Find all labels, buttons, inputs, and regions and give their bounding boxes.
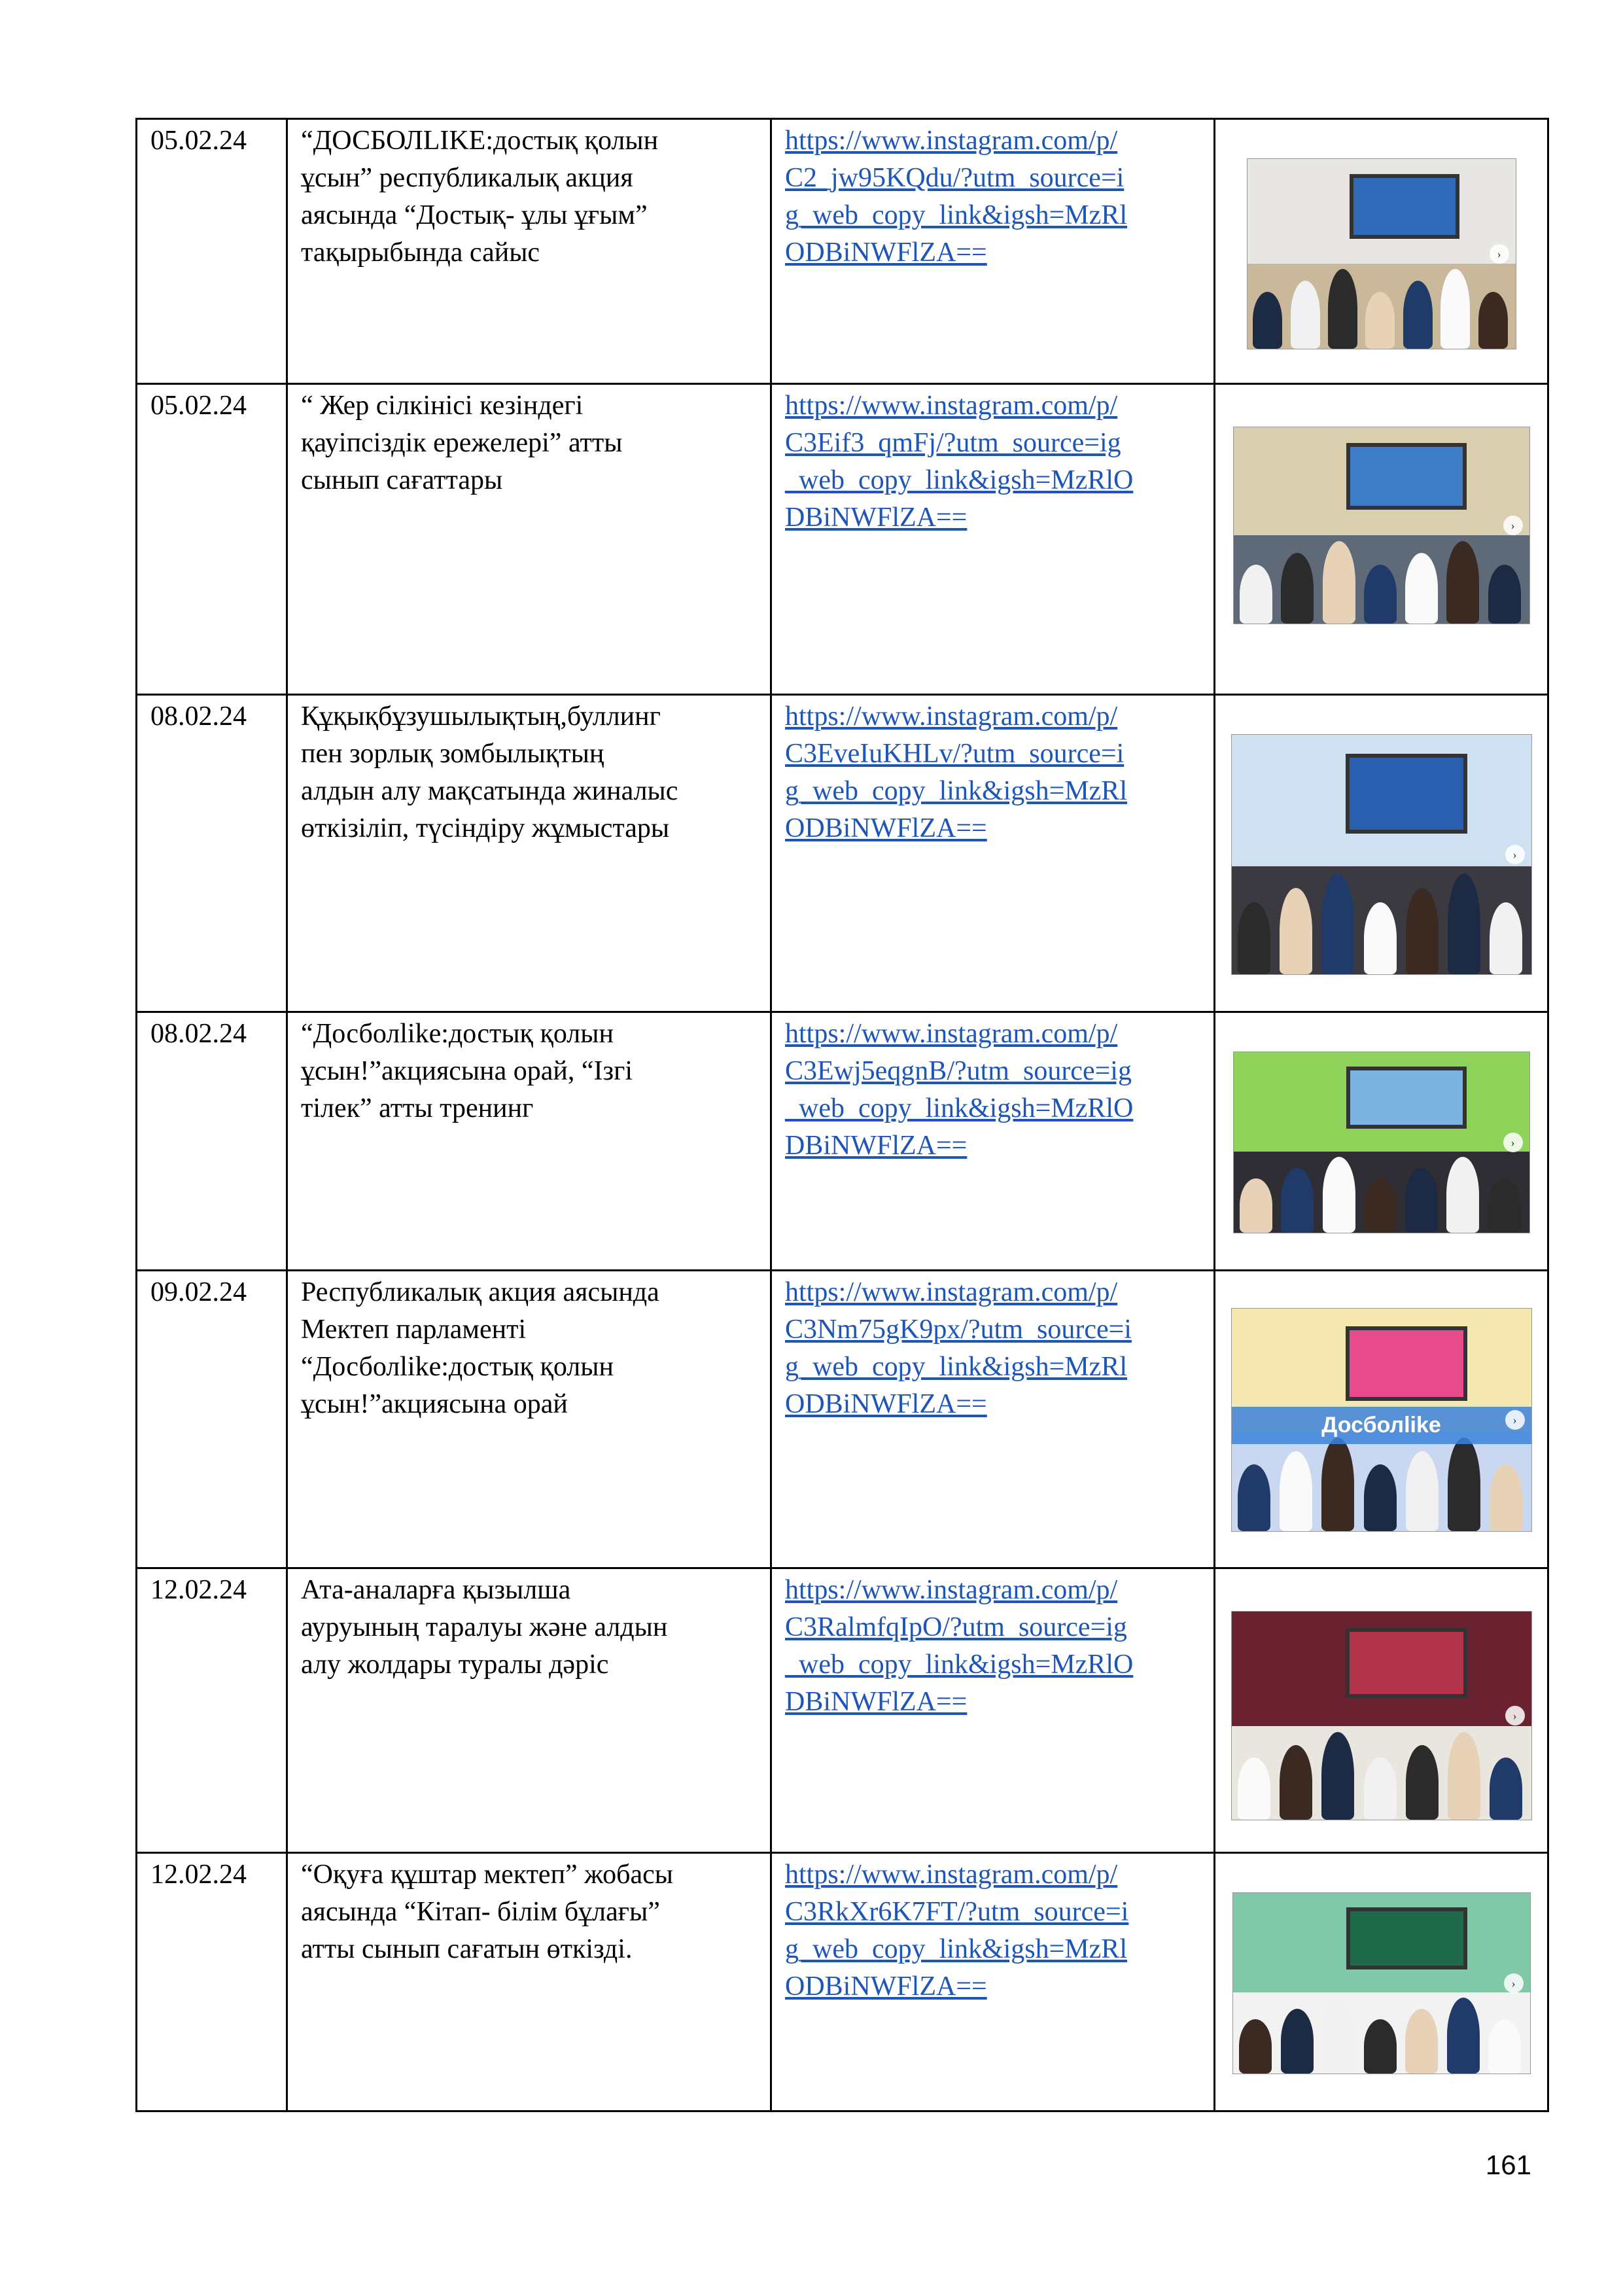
instagram-link-line: https://www.instagram.com/p/ [785,701,1118,732]
instagram-link-line: C3Nm75gK9px/?utm_source=i [785,1315,1132,1345]
event-description-line: ұсын!”акциясына орай, “Ізгі [301,1056,633,1086]
event-description [287,119,771,384]
event-description-line: “Оқуға құштар мектеп” жобасы [301,1860,674,1890]
event-description-line: сынып сағаттары [301,465,503,495]
training-session-photo[interactable] [1233,1051,1530,1233]
photo-person [1488,2019,1521,2074]
instagram-link-line: C2_jw95KQdu/?utm_source=i [785,163,1125,193]
event-description-line: аясында “Кітап- білім бұлағы” [301,1897,660,1927]
instagram-link-line: g_web_copy_link&igsh=MzRl [785,1352,1127,1382]
instagram-link-line: DBiNWFlZA== [785,1687,968,1717]
carousel-next-icon[interactable]: › [1503,1133,1523,1152]
event-photo-cell [1215,1271,1548,1568]
event-date: 08.02.24 [137,1012,287,1271]
instagram-link-line: _web_copy_link&igsh=MzRlO [785,465,1134,495]
photo-person [1322,1998,1355,2074]
photo-person [1364,565,1397,624]
event-description [287,1568,771,1853]
photo-person [1321,1438,1354,1531]
instagram-link-line: https://www.instagram.com/p/ [785,1860,1118,1890]
instagram-link-line: https://www.instagram.com/p/ [785,126,1118,156]
photo-person [1240,1178,1272,1233]
events-table [135,118,1549,2112]
table-row [137,119,1548,384]
instagram-link[interactable] [785,1856,1200,2005]
photo-person [1447,1998,1480,2074]
event-photo-cell [1215,1012,1548,1271]
photo-board [1346,1628,1467,1698]
instagram-link-line: C3EveIuKHLv/?utm_source=i [785,739,1125,769]
photo-person [1280,1745,1312,1820]
photo-person [1490,1757,1522,1820]
photo-board [1346,1326,1467,1401]
event-photo-cell [1215,384,1548,695]
photo-person [1323,541,1355,624]
event-description-line: Республикалық акция аясында [301,1277,659,1307]
classroom-lesson-photo[interactable] [1233,427,1530,624]
photo-person [1364,1757,1397,1820]
photo-person [1406,1745,1439,1820]
event-description [287,1853,771,2111]
parents-lecture-photo[interactable] [1231,1611,1532,1820]
event-description-line: ауруының таралуы және алдын [301,1612,668,1642]
event-description [287,1271,771,1568]
photo-person [1291,281,1320,349]
photo-person [1478,292,1508,349]
photo-person [1405,2009,1438,2074]
event-date: 12.02.24 [137,1568,287,1853]
photo-person [1403,281,1433,349]
photo-board [1346,1067,1467,1129]
carousel-next-icon[interactable]: › [1505,845,1525,864]
instagram-link[interactable] [785,122,1200,272]
event-description-line: қауіпсіздік ережелері” атты [301,428,623,458]
photo-person [1446,541,1479,624]
photo-person [1321,874,1354,974]
event-date: 09.02.24 [137,1271,287,1568]
photo-person [1405,1168,1438,1233]
photo-person [1406,888,1439,974]
event-description-line: алдын алу мақсатында жиналыс [301,776,678,806]
event-description [287,384,771,695]
photo-person [1440,269,1470,349]
event-photo-cell [1215,119,1548,384]
book-class-hour-photo[interactable] [1232,1892,1531,2074]
photo-board [1346,443,1467,510]
event-date: 08.02.24 [137,695,287,1012]
photo-person [1240,565,1272,624]
event-link-cell [771,1568,1215,1853]
table-row [137,1853,1548,2111]
photo-person [1321,1732,1354,1820]
carousel-next-icon[interactable]: › [1504,1973,1524,1993]
photo-person [1281,1168,1314,1233]
instagram-link-line: DBiNWFlZA== [785,503,968,533]
event-description-line: пен зорлық зомбылықтың [301,739,604,769]
events-table-body [137,119,1548,2111]
photo-person [1406,1451,1439,1531]
instagram-link-line: https://www.instagram.com/p/ [785,1019,1118,1049]
photo-board [1350,174,1459,239]
photo-person [1239,2019,1272,2074]
event-photo-cell [1215,1853,1548,2111]
instagram-link[interactable] [785,387,1200,537]
event-photo-cell [1215,695,1548,1012]
event-description-line: тілек” атты тренинг [301,1093,534,1123]
table-row [137,1271,1548,1568]
instagram-link-line: https://www.instagram.com/p/ [785,1277,1118,1307]
instagram-link-line: ODBiNWFlZA== [785,813,987,843]
photo-person [1328,269,1357,349]
carousel-next-icon[interactable]: › [1505,1706,1525,1725]
event-description-line: Мектеп парламенті [301,1315,527,1345]
event-date: 12.02.24 [137,1853,287,2111]
instagram-link-line: ODBiNWFlZA== [785,1971,987,2002]
event-description-line: өткізіліп, түсіндіру жұмыстары [301,813,670,843]
instagram-link-line: _web_copy_link&igsh=MzRlO [785,1650,1134,1680]
photo-person [1448,1732,1480,1820]
event-description-line: “ Жер сілкінісі кезіндегі [301,391,584,421]
table-row [137,384,1548,695]
carousel-next-icon[interactable]: › [1503,516,1523,535]
photo-person [1238,1757,1270,1820]
event-description-line: атты сынып сағатын өткізді. [301,1934,633,1964]
photo-person [1238,902,1270,974]
classroom-quiz-photo[interactable] [1247,158,1516,349]
photo-board [1346,754,1467,834]
photo-person [1446,1157,1479,1233]
photo-person [1238,1464,1270,1531]
event-description-line: алу жолдары туралы дәріс [301,1650,609,1680]
photo-person [1253,292,1282,349]
photo-person [1488,565,1521,624]
event-description-line: Ата-аналарға қызылша [301,1575,571,1605]
event-description-line: “Досболlike:достық қолын [301,1019,614,1049]
photo-person [1364,1178,1397,1233]
photo-person [1280,888,1312,974]
instagram-link[interactable] [785,1274,1200,1423]
event-description-line: Құқықбұзушылықтың,буллинг [301,701,661,732]
instagram-link-line: g_web_copy_link&igsh=MzRl [785,776,1127,806]
photo-caption: Досболlike [1232,1407,1531,1444]
photo-board [1346,1907,1467,1969]
event-link-cell [771,695,1215,1012]
dosbollike-collage-photo[interactable] [1231,1308,1532,1532]
photo-person [1365,292,1395,349]
photo-person [1490,1464,1522,1531]
event-date: 05.02.24 [137,384,287,695]
event-description-line: тақырыбында сайыс [301,238,540,268]
photo-person [1490,902,1522,974]
event-description [287,1012,771,1271]
photo-person [1281,2009,1314,2074]
carousel-next-icon[interactable]: › [1505,1410,1525,1430]
event-link-cell [771,384,1215,695]
photo-person [1364,1464,1397,1531]
photo-person [1281,553,1314,624]
photo-person [1448,1438,1480,1531]
photo-person [1323,1157,1355,1233]
school-meeting-photo[interactable] [1231,734,1532,975]
event-description-line: ұсын!”акциясына орай [301,1389,568,1419]
instagram-link-line: C3RkXr6K7FT/?utm_source=i [785,1897,1129,1927]
table-row [137,1012,1548,1271]
instagram-link-line: C3Ewj5eqgnB/?utm_source=ig [785,1056,1132,1086]
event-link-cell [771,1853,1215,2111]
table-row [137,1568,1548,1853]
event-photo-cell [1215,1568,1548,1853]
event-date: 05.02.24 [137,119,287,384]
table-row [137,695,1548,1012]
event-description-line: “Досболlike:достық қолын [301,1352,614,1382]
event-description-line: аясында “Достық- ұлы ұғым” [301,200,648,230]
instagram-link-line: ODBiNWFlZA== [785,238,987,268]
photo-person [1364,2019,1397,2074]
instagram-link-line: DBiNWFlZA== [785,1131,968,1161]
photo-person [1405,553,1438,624]
photo-person [1448,874,1480,974]
instagram-link-line: https://www.instagram.com/p/ [785,391,1118,421]
photo-person [1364,902,1397,974]
instagram-link-line: https://www.instagram.com/p/ [785,1575,1118,1605]
carousel-next-icon[interactable]: › [1490,244,1509,264]
event-description [287,695,771,1012]
instagram-link-line: _web_copy_link&igsh=MzRlO [785,1093,1134,1123]
page-number: 161 [1485,2149,1531,2180]
instagram-link[interactable] [785,1016,1200,1165]
event-description-line: ұсын” республикалық акция [301,163,633,193]
photo-person [1488,1178,1521,1233]
event-link-cell [771,1271,1215,1568]
instagram-link[interactable] [785,698,1200,847]
instagram-link-line: C3RalmfqIpO/?utm_source=ig [785,1612,1127,1642]
photo-person [1280,1451,1312,1531]
event-link-cell [771,1012,1215,1271]
instagram-link[interactable] [785,1572,1200,1721]
instagram-link-line: C3Eif3_qmFj/?utm_source=ig [785,428,1121,458]
instagram-link-line: g_web_copy_link&igsh=MzRl [785,200,1127,230]
event-description-line: “ДОСБОЛLIKE:достық қолын [301,126,659,156]
instagram-link-line: g_web_copy_link&igsh=MzRl [785,1934,1127,1964]
event-link-cell [771,119,1215,384]
instagram-link-line: ODBiNWFlZA== [785,1389,987,1419]
